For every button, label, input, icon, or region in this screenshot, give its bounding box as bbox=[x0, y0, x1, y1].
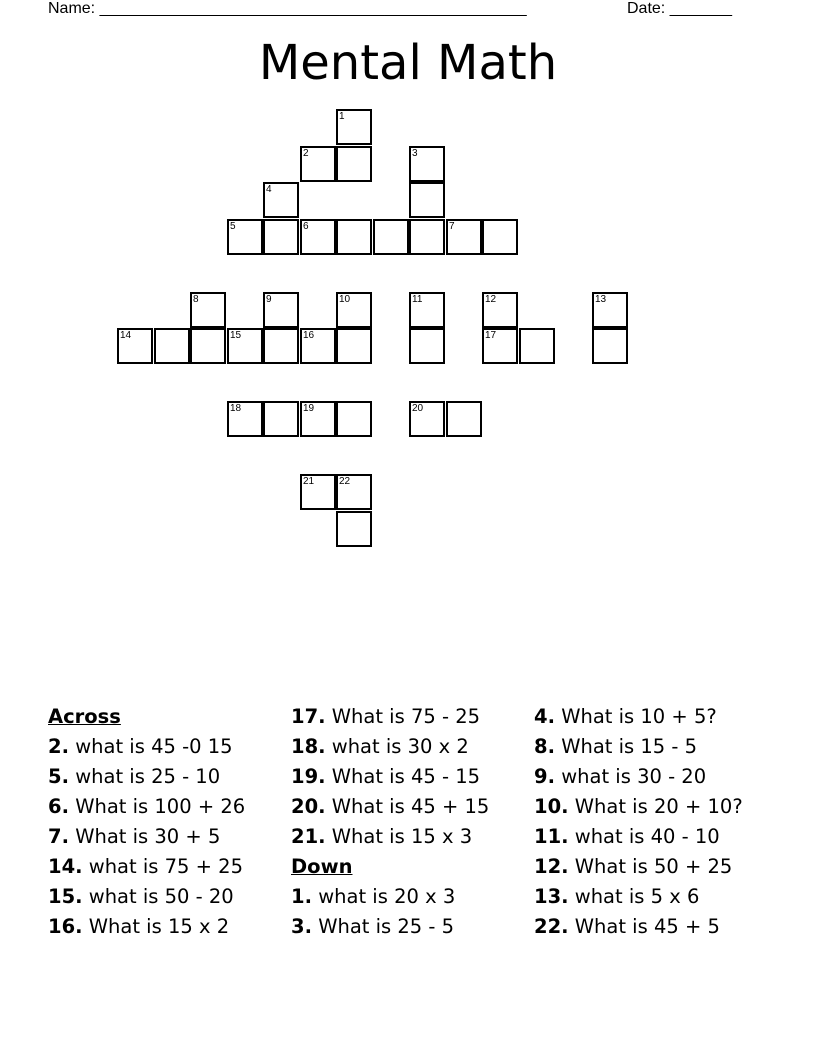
crossword-cell[interactable] bbox=[263, 219, 299, 255]
crossword-cell[interactable] bbox=[409, 182, 445, 218]
clue-number: 5. bbox=[48, 765, 69, 788]
crossword-cell[interactable] bbox=[227, 219, 263, 255]
across-heading: Across bbox=[48, 705, 121, 728]
cell-number: 19 bbox=[303, 403, 315, 414]
clue-item bbox=[48, 882, 245, 912]
crossword-cell[interactable] bbox=[263, 328, 299, 364]
cell-number: 11 bbox=[412, 294, 423, 305]
clue-text: What is 15 x 3 bbox=[331, 825, 473, 848]
clue-number: 16. bbox=[48, 915, 83, 938]
clue-item bbox=[534, 912, 743, 942]
crossword-cell[interactable] bbox=[263, 401, 299, 437]
crossword-cell[interactable] bbox=[409, 328, 445, 364]
crossword-cell[interactable] bbox=[336, 219, 372, 255]
crossword-cell[interactable] bbox=[336, 146, 372, 182]
crossword-cell[interactable] bbox=[227, 401, 263, 437]
crossword-cell[interactable] bbox=[190, 292, 226, 328]
cell-number: 5 bbox=[230, 221, 236, 232]
crossword-cell[interactable] bbox=[446, 219, 482, 255]
clue-number: 13. bbox=[534, 885, 569, 908]
clue-text: What is 75 - 25 bbox=[331, 705, 481, 728]
clue-item bbox=[48, 792, 245, 822]
clue-number: 20. bbox=[291, 795, 326, 818]
crossword-cell[interactable] bbox=[263, 292, 299, 328]
clue-item bbox=[291, 912, 489, 942]
clue-text: what is 30 - 20 bbox=[561, 765, 707, 788]
cell-number: 1 bbox=[339, 111, 345, 122]
cell-number: 17 bbox=[485, 330, 497, 341]
clue-text: What is 25 - 5 bbox=[318, 915, 455, 938]
clue-number: 15. bbox=[48, 885, 83, 908]
clue-number: 9. bbox=[534, 765, 555, 788]
crossword-cell[interactable] bbox=[409, 292, 445, 328]
date-field-label: Date: _______ bbox=[627, 0, 732, 17]
clue-item bbox=[291, 792, 489, 822]
clue-item bbox=[534, 702, 743, 732]
crossword-cell[interactable] bbox=[336, 511, 372, 547]
crossword-cell[interactable] bbox=[409, 219, 445, 255]
cell-number: 4 bbox=[266, 184, 272, 195]
clue-item bbox=[534, 762, 743, 792]
down-heading: Down bbox=[291, 855, 353, 878]
cell-number: 3 bbox=[412, 148, 418, 159]
clue-item bbox=[534, 792, 743, 822]
clue-column-2 bbox=[291, 702, 489, 942]
crossword-cell[interactable] bbox=[336, 401, 372, 437]
crossword-cell[interactable] bbox=[300, 401, 336, 437]
cell-number: 10 bbox=[339, 294, 351, 305]
cell-number: 22 bbox=[339, 476, 351, 487]
clue-number: 1. bbox=[291, 885, 312, 908]
cell-number: 8 bbox=[193, 294, 199, 305]
clue-number: 10. bbox=[534, 795, 569, 818]
crossword-cell[interactable] bbox=[336, 292, 372, 328]
clue-item bbox=[291, 822, 489, 852]
clue-text: What is 45 - 15 bbox=[331, 765, 481, 788]
crossword-cell[interactable] bbox=[300, 328, 336, 364]
crossword-cell[interactable] bbox=[300, 146, 336, 182]
crossword-cell[interactable] bbox=[227, 328, 263, 364]
clue-text: what is 25 - 10 bbox=[75, 765, 221, 788]
clue-number: 6. bbox=[48, 795, 69, 818]
crossword-cell[interactable] bbox=[482, 219, 518, 255]
clue-number: 7. bbox=[48, 825, 69, 848]
clue-item bbox=[291, 732, 489, 762]
clue-text: What is 45 + 15 bbox=[331, 795, 490, 818]
crossword-cell[interactable] bbox=[336, 109, 372, 145]
clue-item bbox=[48, 912, 245, 942]
clue-number: 21. bbox=[291, 825, 326, 848]
clue-item bbox=[534, 822, 743, 852]
crossword-cell[interactable] bbox=[336, 474, 372, 510]
crossword-cell[interactable] bbox=[482, 292, 518, 328]
clue-text: what is 50 - 20 bbox=[88, 885, 234, 908]
clue-number: 18. bbox=[291, 735, 326, 758]
clue-number: 22. bbox=[534, 915, 569, 938]
crossword-cell[interactable] bbox=[409, 146, 445, 182]
clue-text: What is 15 - 5 bbox=[561, 735, 698, 758]
clue-number: 17. bbox=[291, 705, 326, 728]
cell-number: 15 bbox=[230, 330, 242, 341]
cell-number: 20 bbox=[412, 403, 424, 414]
crossword-cell[interactable] bbox=[154, 328, 190, 364]
clue-number: 4. bbox=[534, 705, 555, 728]
crossword-cell[interactable] bbox=[300, 474, 336, 510]
cell-number: 7 bbox=[449, 221, 455, 232]
crossword-cell[interactable] bbox=[117, 328, 153, 364]
clue-item bbox=[48, 762, 245, 792]
clue-number: 19. bbox=[291, 765, 326, 788]
crossword-cell[interactable] bbox=[373, 219, 409, 255]
crossword-cell[interactable] bbox=[263, 182, 299, 218]
clue-text: What is 100 + 26 bbox=[75, 795, 246, 818]
clue-item bbox=[48, 732, 245, 762]
clue-number: 11. bbox=[534, 825, 569, 848]
crossword-cell[interactable] bbox=[592, 328, 628, 364]
clue-text: what is 45 -0 15 bbox=[75, 735, 233, 758]
cell-number: 6 bbox=[303, 221, 309, 232]
clue-text: What is 30 + 5 bbox=[75, 825, 221, 848]
cell-number: 16 bbox=[303, 330, 315, 341]
clue-item bbox=[291, 762, 489, 792]
crossword-cell[interactable] bbox=[592, 292, 628, 328]
clue-item bbox=[534, 882, 743, 912]
clue-item bbox=[48, 852, 245, 882]
crossword-cell[interactable] bbox=[336, 328, 372, 364]
clue-item bbox=[534, 852, 743, 882]
page-title: Mental Math bbox=[258, 35, 558, 91]
crossword-cell[interactable] bbox=[482, 328, 518, 364]
clue-text: What is 50 + 25 bbox=[574, 855, 733, 878]
clue-text: What is 20 + 10? bbox=[574, 795, 743, 818]
clue-number: 12. bbox=[534, 855, 569, 878]
clue-column-1 bbox=[48, 702, 245, 942]
cell-number: 13 bbox=[595, 294, 607, 305]
clue-text: What is 10 + 5? bbox=[561, 705, 717, 728]
crossword-cell[interactable] bbox=[300, 219, 336, 255]
crossword-cell[interactable] bbox=[519, 328, 555, 364]
name-field-label: Name: ________________________________________________ bbox=[48, 0, 527, 17]
cell-number: 21 bbox=[303, 476, 315, 487]
clue-text: what is 30 x 2 bbox=[331, 735, 469, 758]
clue-text: What is 15 x 2 bbox=[88, 915, 230, 938]
cell-number: 14 bbox=[120, 330, 132, 341]
clue-item bbox=[291, 882, 489, 912]
clue-column-3 bbox=[534, 702, 743, 942]
cell-number: 9 bbox=[266, 294, 272, 305]
clue-text: what is 5 x 6 bbox=[574, 885, 700, 908]
cell-number: 12 bbox=[485, 294, 497, 305]
clue-text: what is 75 + 25 bbox=[88, 855, 243, 878]
clue-text: what is 20 x 3 bbox=[318, 885, 456, 908]
cell-number: 2 bbox=[303, 148, 309, 159]
crossword-cell[interactable] bbox=[446, 401, 482, 437]
clue-number: 14. bbox=[48, 855, 83, 878]
clue-item bbox=[48, 822, 245, 852]
crossword-cell[interactable] bbox=[409, 401, 445, 437]
clue-number: 8. bbox=[534, 735, 555, 758]
cell-number: 18 bbox=[230, 403, 242, 414]
clue-number: 2. bbox=[48, 735, 69, 758]
clue-text: What is 45 + 5 bbox=[574, 915, 720, 938]
clue-item bbox=[534, 732, 743, 762]
clue-text: what is 40 - 10 bbox=[574, 825, 720, 848]
crossword-cell[interactable] bbox=[190, 328, 226, 364]
clue-item bbox=[291, 702, 489, 732]
clue-number: 3. bbox=[291, 915, 312, 938]
